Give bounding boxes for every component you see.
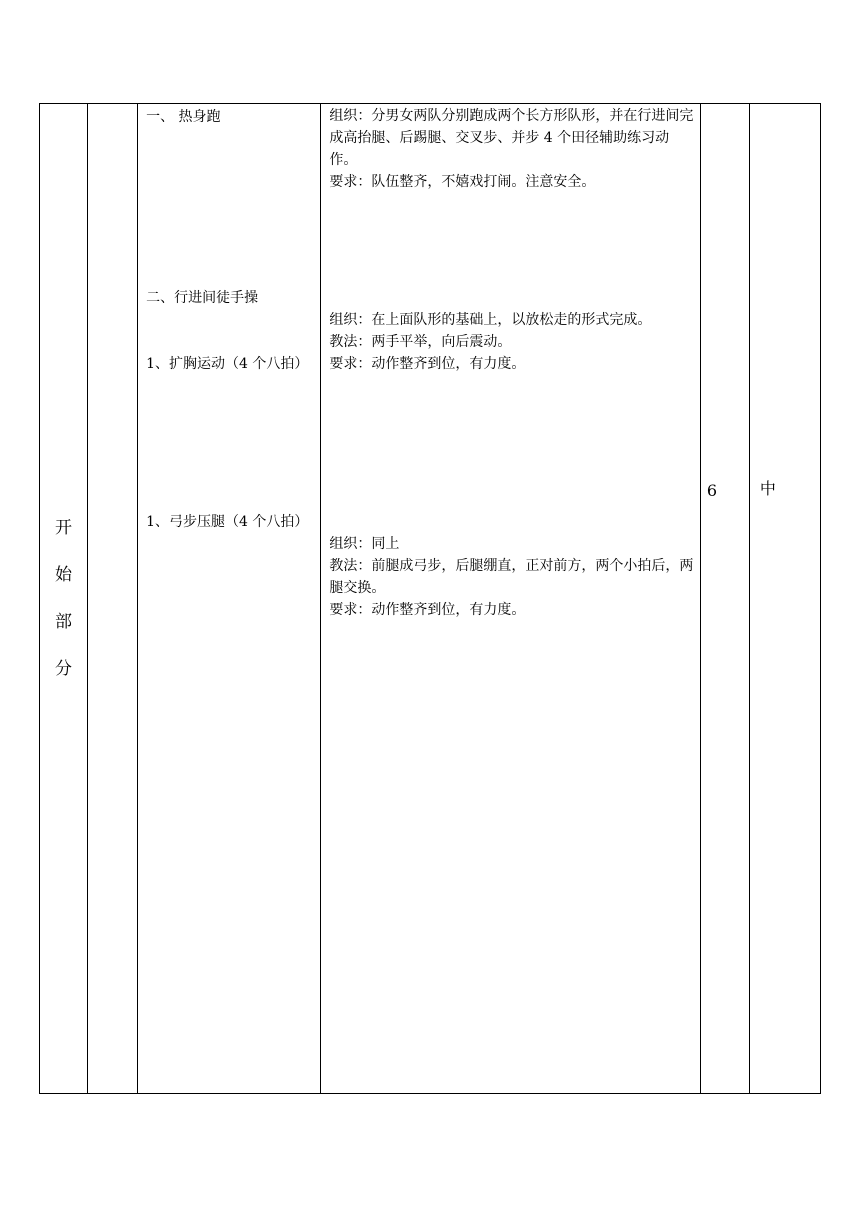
intensity-value: 中 [759,479,776,498]
time-cell [700,104,749,1094]
table-row [40,104,821,1094]
section-char: 开 [55,517,73,538]
section-label [40,505,87,693]
warmup-requirement: 要求：队伍整齐，不嬉戏打闹。注意安全。 [329,174,596,190]
exercise-title: 二、行进间徒手操 [146,290,259,306]
section-char: 始 [55,564,73,585]
chest-requirement: 要求：动作整齐到位，有力度。 [329,356,526,372]
chest-description [329,309,693,375]
lunge-method: 教法：前腿成弓步，后腿绷直，正对前方，两个小拍后，两腿交换。 [329,558,694,596]
exercise-lunge-stretch: 1、弓步压腿（4 个八拍） [146,514,309,530]
section-cell [40,104,88,1094]
warmup-description [329,105,693,193]
content-cell [138,104,321,1094]
section-char: 分 [55,658,73,679]
empty-cell [88,104,138,1094]
exercise-chest-expansion: 1、扩胸运动（4 个八拍） [146,356,309,372]
chest-method: 教法：两手平举，向后震动。 [329,334,512,350]
warmup-organization: 组织：分男女两队分别跑成两个长方形队形，并在行进间完成高抬腿、后踢腿、交叉步、并步 4 个田径辅助练习动作。 [329,108,694,168]
lunge-description [329,533,693,621]
warmup-title: 一、 热身跑 [146,109,221,125]
lunge-organization: 组织：同上 [329,536,400,552]
time-value: 6 [706,481,718,500]
description-cell [321,104,700,1094]
section-char: 部 [55,611,73,632]
lunge-requirement: 要求：动作整齐到位，有力度。 [329,602,526,618]
intensity-cell [749,104,820,1094]
chest-organization: 组织：在上面队形的基础上，以放松走的形式完成。 [329,312,652,328]
lesson-plan-table [39,103,821,1094]
